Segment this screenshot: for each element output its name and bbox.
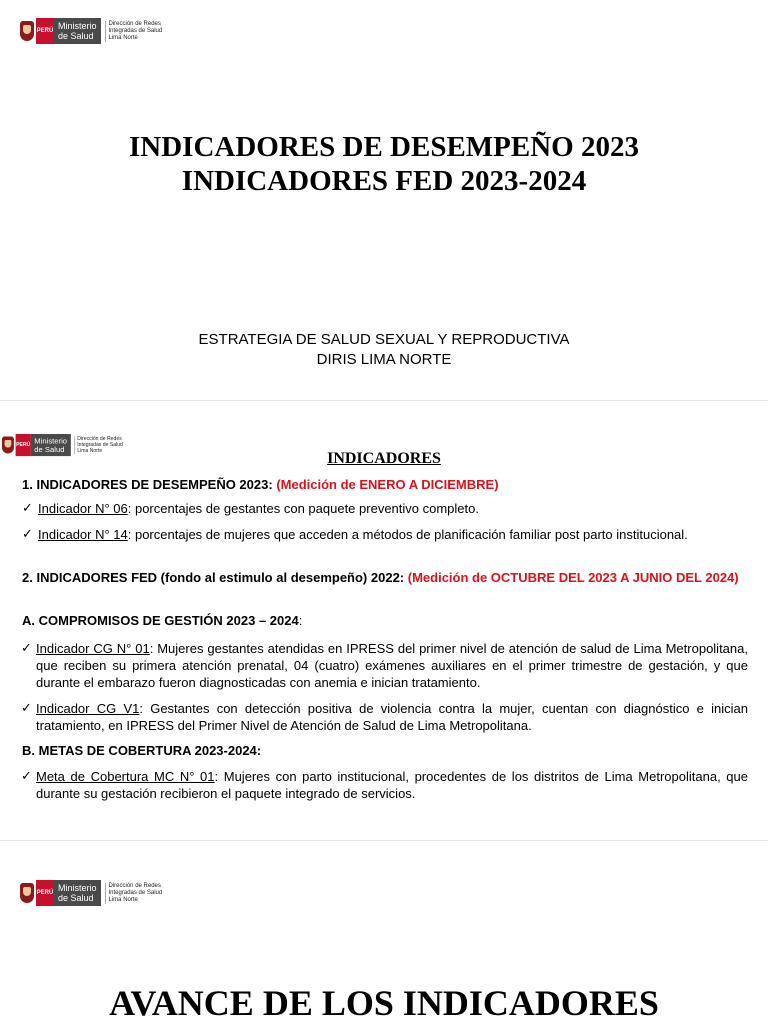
list-item: Indicador N° 06: porcentajes de gestantes con paquete preventivo completo.: [38, 501, 479, 516]
check-icon: ✓: [21, 640, 32, 655]
ministry-logo: [20, 18, 162, 44]
slide1-title: INDICADORES DE DESEMPEÑO 2023 INDICADORES FED 2023-2024: [129, 131, 639, 197]
list-item: Indicador CG N° 01: Mujeres gestantes atendidas en IPRESS del primer nivel de atención de salud de Lima Metropolitana, que reciben su primera atención prenatal, 04 (cuatro) exámenes auxiliares en el primer trimestre de gestación, y que durante el embarazo fueron diagnosticadas con anemia e inician tratamiento.: [36, 641, 748, 690]
check-icon: ✓: [21, 768, 32, 783]
logo-country: PERÚ: [36, 880, 54, 906]
sectionA-heading: A. COMPROMISOS DE GESTIÓN 2023 – 2024:: [22, 613, 303, 628]
section1-period: (Medición de ENERO A DICIEMBRE): [276, 477, 499, 492]
section2-heading: 2. INDICADORES FED (fondo al estimulo al desempeño) 2022: (Medición de OCTUBRE DEL 2023 A JUNIO DEL 2024): [22, 570, 739, 585]
logo-country: PERÚ: [16, 434, 31, 456]
logo-country: PERÚ: [36, 18, 54, 44]
ministry-logo: [20, 880, 162, 906]
logo-diris: Dirección de Redes Integradas de Salud Lima Norte: [105, 883, 163, 904]
list-item: Indicador CG V1: Gestantes con detección positiva de violencia contra la mujer, cuentan con diagnóstico e inician tratamiento, en IPRESS del Primer Nivel de Atención de Salud de Lima Metropolitana.: [36, 701, 748, 733]
slide3-title: AVANCE DE LOS INDICADORES: [109, 983, 659, 1023]
logo-ministry: Ministerio de Salud: [54, 880, 101, 906]
section2-period: (Medición de OCTUBRE DEL 2023 A JUNIO DEL 2024): [407, 570, 739, 585]
check-icon: ✓: [22, 500, 33, 515]
coat-of-arms-icon: [20, 21, 34, 41]
section1-heading: 1. INDICADORES DE DESEMPEÑO 2023: (Medición de ENERO A DICIEMBRE): [22, 477, 499, 492]
check-icon: ✓: [21, 700, 32, 715]
slide-divider: [0, 840, 768, 841]
slide-divider: [0, 400, 768, 401]
logo-ministry: Ministerio de Salud: [54, 18, 101, 44]
slide2-title: INDICADORES: [327, 450, 441, 467]
check-icon: ✓: [22, 526, 33, 541]
list-item: Indicador N° 14: porcentajes de mujeres que acceden a métodos de planificación familiar post parto institucional.: [38, 527, 688, 542]
sectionB-heading: B. METAS DE COBERTURA 2023-2024:: [22, 743, 262, 758]
coat-of-arms-icon: [20, 883, 34, 903]
logo-diris: Dirección de Redes Integradas de Salud Lima Norte: [74, 436, 123, 454]
logo-ministry: Ministerio de Salud: [31, 434, 71, 456]
list-item: Meta de Cobertura MC N° 01: Mujeres con parto institucional, procedentes de los distritos de Lima Metropolitana, que durante su gestación recibieron el paquete integrado de servicios.: [36, 769, 748, 801]
slide1-subtitle: ESTRATEGIA DE SALUD SEXUAL Y REPRODUCTIVA DIRIS LIMA NORTE: [198, 331, 570, 368]
logo-diris: Dirección de Redes Integradas de Salud Lima Norte: [105, 21, 163, 42]
